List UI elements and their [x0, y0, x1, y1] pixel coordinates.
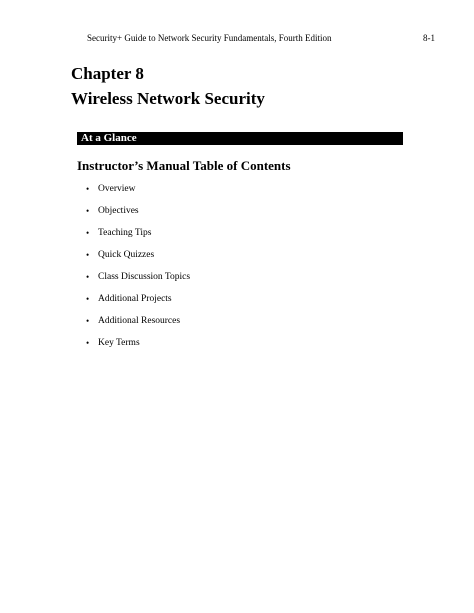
toc-item-label: Quick Quizzes	[98, 250, 155, 260]
bullet-icon: •	[86, 250, 90, 260]
bullet-icon: •	[86, 338, 90, 348]
chapter-title: Wireless Network Security	[71, 89, 265, 108]
toc-item-label: Class Discussion Topics	[98, 272, 191, 282]
bullet-icon: •	[86, 294, 90, 304]
toc-item-label: Overview	[98, 184, 136, 194]
bullet-icon: •	[86, 228, 90, 238]
bullet-icon: •	[86, 316, 90, 326]
chapter-number: Chapter 8	[71, 64, 144, 83]
bullet-icon: •	[86, 206, 90, 216]
toc-item-label: Additional Projects	[98, 294, 172, 304]
toc-item-label: Additional Resources	[98, 316, 181, 326]
book-title: Security+ Guide to Network Security Fundamentals, Fourth Edition	[87, 33, 332, 43]
bullet-icon: •	[86, 184, 90, 194]
section-bar-label: At a Glance	[81, 132, 137, 144]
toc-item-label: Teaching Tips	[98, 228, 152, 238]
toc-heading: Instructor’s Manual Table of Contents	[77, 158, 291, 173]
toc-item-label: Key Terms	[98, 338, 140, 348]
section-bar	[77, 132, 403, 145]
toc-item-label: Objectives	[98, 206, 139, 216]
page-number: 8-1	[423, 33, 435, 43]
bullet-icon: •	[86, 272, 90, 282]
